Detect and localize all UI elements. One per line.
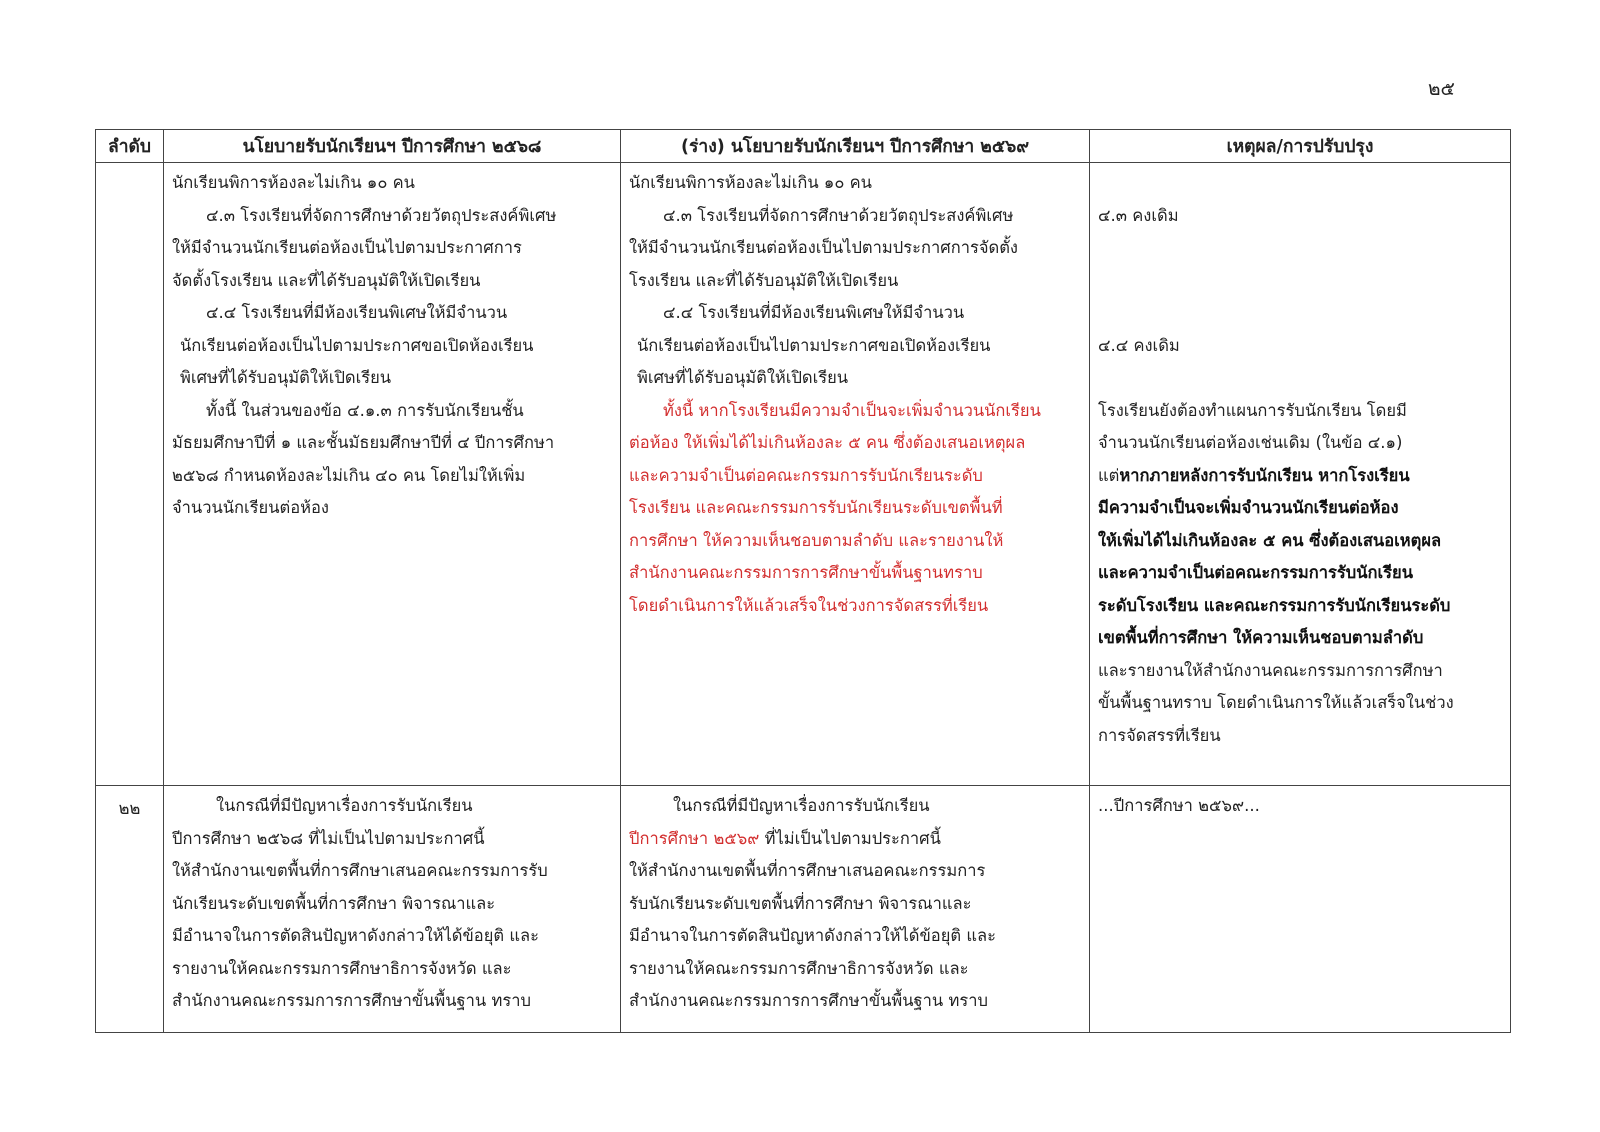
text-line: จำนวนนักเรียนต่อห้องเช่นเดิม (ในข้อ ๔.๑) (1098, 433, 1403, 452)
row-number-cell (96, 163, 164, 786)
reason-cell (1090, 786, 1511, 1033)
text-line: ๔.๓ โรงเรียนที่จัดการศึกษาด้วยวัตถุประสงค์พิเศษ (206, 205, 557, 225)
row-number: ๒๒ (118, 799, 141, 818)
policy-2568-cell (164, 163, 621, 786)
revised-text-line: และความจำเป็นต่อคณะกรรมการรับนักเรียนระดับ (629, 465, 983, 485)
text-line: รับนักเรียนระดับเขตพื้นที่การศึกษา พิจารณาและ (629, 893, 972, 913)
row-number-cell (96, 786, 164, 1033)
revised-text-line: โดยดำเนินการให้แล้วเสร็จในช่วงการจัดสรรที่เรียน (629, 595, 989, 615)
text-fragment: ที่ไม่เป็นไปตามประกาศนี้ (759, 828, 941, 848)
text-line: นักเรียนต่อห้องเป็นไปตามประกาศขอเปิดห้องเรียน (180, 335, 534, 355)
revised-text-line: สำนักงานคณะกรรมการการศึกษาขั้นพื้นฐานทราบ (629, 563, 983, 582)
text-line: ให้มีจำนวนนักเรียนต่อห้องเป็นไปตามประกาศการจัดตั้ง (629, 238, 1018, 257)
spacer (1098, 265, 1502, 298)
table-header-row (96, 130, 1511, 163)
text-line: นักเรียนพิการห้องละไม่เกิน ๑๐ คน (629, 173, 872, 192)
reason-cell (1090, 163, 1511, 786)
text-line: มัธยมศึกษาปีที่ ๑ และชั้นมัธยมศึกษาปีที่ ๔ ปีการศึกษา (172, 433, 555, 452)
bold-text-line: เขตพื้นที่การศึกษา ให้ความเห็นชอบตามลำดับ (1098, 628, 1424, 647)
text-line: สำนักงานคณะกรรมการการศึกษาขั้นพื้นฐาน ทราบ (629, 991, 988, 1010)
text-line: ให้สำนักงานเขตพื้นที่การศึกษาเสนอคณะกรรมการ (629, 861, 986, 880)
text-line: สำนักงานคณะกรรมการการศึกษาขั้นพื้นฐาน ทราบ (172, 991, 531, 1010)
bold-text-fragment: หากภายหลังการรับนักเรียน หากโรงเรียน (1119, 465, 1410, 485)
header-policy-2568: นโยบายรับนักเรียนฯ ปีการศึกษา ๒๕๖๘ (164, 130, 621, 163)
spacer (1098, 362, 1502, 395)
text-line: โรงเรียน และที่ได้รับอนุมัติให้เปิดเรียน (629, 270, 899, 290)
revised-text-line: โรงเรียน และคณะกรรมการรับนักเรียนระดับเขตพื้นที่ (629, 498, 1003, 517)
text-line: ...ปีการศึกษา ๒๕๖๙... (1098, 796, 1260, 815)
page-number: ๒๕ (1428, 78, 1455, 100)
text-line: ทั้งนี้ ในส่วนของข้อ ๔.๑.๓ การรับนักเรียนชั้น (206, 400, 524, 420)
table-row (96, 163, 1511, 786)
revised-text-line: ทั้งนี้ หากโรงเรียนมีความจำเป็นจะเพิ่มจำนวนนักเรียน (663, 400, 1041, 420)
text-line: ขั้นพื้นฐานทราบ โดยดำเนินการให้แล้วเสร็จในช่วง (1098, 693, 1454, 712)
revised-text-fragment: ปีการศึกษา ๒๕๖๙ (629, 828, 760, 848)
text-line: ๔.๔ โรงเรียนที่มีห้องเรียนพิเศษให้มีจำนวน (663, 303, 965, 322)
text-line: จำนวนนักเรียนต่อห้อง (172, 498, 329, 517)
policy-2569-cell (621, 163, 1090, 786)
policy-comparison-table (95, 129, 1511, 1033)
text-line: จัดตั้งโรงเรียน และที่ได้รับอนุมัติให้เปิดเรียน (172, 270, 481, 290)
header-no: ลำดับ (96, 130, 164, 163)
policy-2568-cell (164, 786, 621, 1033)
text-line: นักเรียนพิการห้องละไม่เกิน ๑๐ คน (172, 173, 415, 192)
header-reason: เหตุผล/การปรับปรุง (1090, 130, 1511, 163)
row-number (104, 167, 155, 169)
policy-2569-cell (621, 786, 1090, 1033)
text-line: ปีการศึกษา ๒๕๖๘ ที่ไม่เป็นไปตามประกาศนี้ (172, 828, 485, 848)
text-line: และรายงานให้สำนักงานคณะกรรมการการศึกษา (1098, 660, 1443, 680)
text-line: ให้มีจำนวนนักเรียนต่อห้องเป็นไปตามประกาศการ (172, 238, 522, 257)
text-line: ๒๕๖๘ กำหนดห้องละไม่เกิน ๔๐ คน โดยไม่ให้เพิ่ม (172, 465, 526, 485)
text-line: ในกรณีที่มีปัญหาเรื่องการรับนักเรียน (673, 796, 930, 815)
text-line: พิเศษที่ได้รับอนุมัติให้เปิดเรียน (180, 368, 392, 387)
text-line: นักเรียนต่อห้องเป็นไปตามประกาศขอเปิดห้องเรียน (637, 335, 991, 355)
reason-item-44: ๔.๔ คงเดิม (1098, 335, 1180, 355)
text-line: รายงานให้คณะกรรมการศึกษาธิการจังหวัด และ (629, 958, 969, 978)
text-fragment: แต่ (1098, 465, 1120, 485)
text-line: รายงานให้คณะกรรมการศึกษาธิการจังหวัด และ (172, 958, 512, 978)
header-policy-2569: (ร่าง) นโยบายรับนักเรียนฯ ปีการศึกษา ๒๕๖๙ (621, 130, 1090, 163)
text-line: มีอำนาจในการตัดสินปัญหาดังกล่าวให้ได้ข้อยุติ และ (629, 926, 996, 945)
text-line: ในกรณีที่มีปัญหาเรื่องการรับนักเรียน (216, 796, 473, 815)
bold-text-line: ให้เพิ่มได้ไม่เกินห้องละ ๕ คน ซึ่งต้องเสนอเหตุผล (1098, 530, 1442, 550)
spacer (1098, 167, 1502, 200)
text-line: การจัดสรรที่เรียน (1098, 725, 1221, 745)
text-line (1098, 460, 1502, 493)
revised-text-line: การศึกษา ให้ความเห็นชอบตามลำดับ และรายงานให้ (629, 530, 1004, 550)
table-row (96, 786, 1511, 1033)
text-line: โรงเรียนยังต้องทำแผนการรับนักเรียน โดยมี (1098, 400, 1407, 420)
reason-item-43: ๔.๓ คงเดิม (1098, 205, 1179, 225)
spacer (1098, 232, 1502, 265)
text-line: มีอำนาจในการตัดสินปัญหาดังกล่าวให้ได้ข้อยุติ และ (172, 926, 539, 945)
revised-text-line: ต่อห้อง ให้เพิ่มได้ไม่เกินห้องละ ๕ คน ซึ่งต้องเสนอเหตุผล (629, 433, 1026, 452)
spacer (1098, 297, 1502, 330)
bold-text-line: ระดับโรงเรียน และคณะกรรมการรับนักเรียนระดับ (1098, 595, 1451, 615)
text-line: ให้สำนักงานเขตพื้นที่การศึกษาเสนอคณะกรรมการรับ (172, 861, 548, 880)
bold-text-line: และความจำเป็นต่อคณะกรรมการรับนักเรียน (1098, 563, 1413, 582)
bold-text-line: มีความจำเป็นจะเพิ่มจำนวนนักเรียนต่อห้อง (1098, 498, 1399, 517)
text-line: พิเศษที่ได้รับอนุมัติให้เปิดเรียน (637, 368, 849, 387)
text-line: ๔.๔ โรงเรียนที่มีห้องเรียนพิเศษให้มีจำนวน (206, 303, 508, 322)
text-line (629, 823, 1081, 856)
text-line: ๔.๓ โรงเรียนที่จัดการศึกษาด้วยวัตถุประสงค์พิเศษ (663, 205, 1014, 225)
text-line: นักเรียนระดับเขตพื้นที่การศึกษา พิจารณาและ (172, 893, 496, 913)
